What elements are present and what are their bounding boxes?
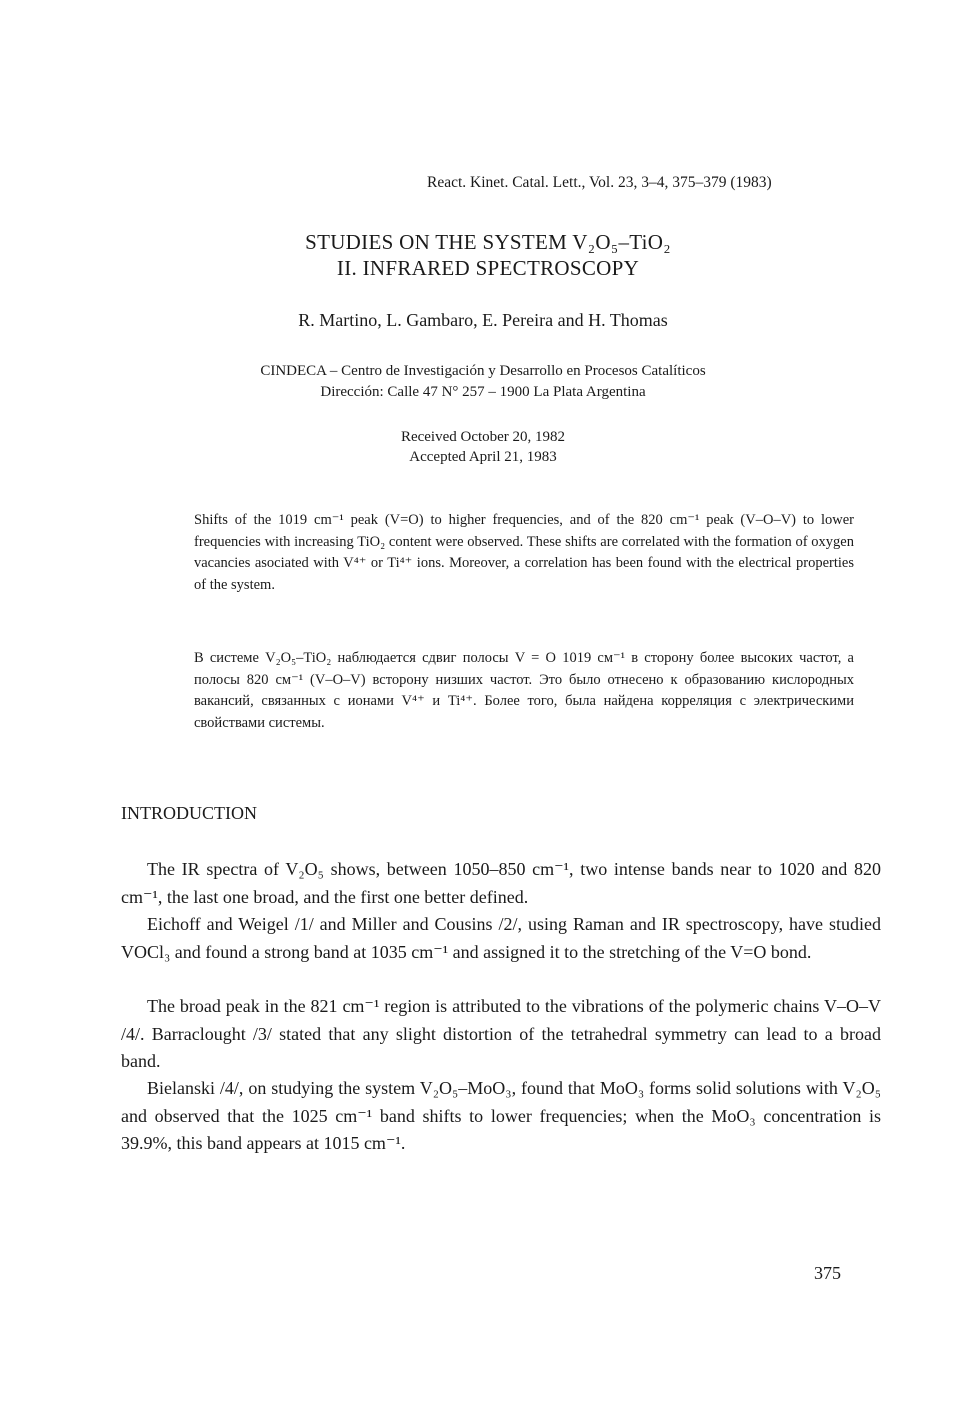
paragraph-text: The IR spectra of V₂O₅ shows, between 1050–850 cm⁻¹, two intense bands near to 1020 and 820 cm⁻¹, the last one broad, and the first one better defined. — [121, 859, 881, 907]
affiliation-line-1: CINDECA – Centro de Investigación y Desarrollo en Procesos Catalíticos — [260, 363, 706, 379]
paragraph-text: The broad peak in the 821 cm⁻¹ region is attributed to the vibrations of the polymeric chains V–O–V /4/. Barraclought /3/ stated that any slight distortion of the tetrahedral symmetry can lead to a broad band. — [121, 996, 881, 1071]
abstract-russian: В системе V₂O₅–TiO₂ наблюдается сдвиг полосы V = O 1019 см⁻¹ в сторону более высоких частот, а полосы 820 см⁻¹ (V–O–V) всторону низших частот. Это было отнесено к образованию кислородных вакансий, связанных с ионами V⁴⁺ и Ti⁴⁺. Более того, была найдена корреляция с электрическими свойствами системы. — [194, 650, 854, 731]
received-date: Received October 20, 1982 — [400, 429, 566, 445]
paragraph-text: Bielanski /4/, on studying the system V₂O₅–MoO₃, found that MoO₃ forms solid solutions with V₂O₅ and observed that the 1025 cm⁻¹ band shifts to lower frequencies; when the MoO₃ concentration is 39.9%, this band appears at 1015 cm⁻¹. — [121, 1078, 881, 1153]
body-paragraph-2 — [121, 911, 881, 966]
abstract-english: Shifts of the 1019 cm⁻¹ peak (V=O) to higher frequencies, and of the 820 cm⁻¹ peak (V–O–V) to lower frequencies with increasing TiO₂ content were observed. These shifts are correlated with the formation of oxygen vacancies asociated with V⁴⁺ or Ti⁴⁺ ions. Moreover, a correlation has been found with the electrical properties of the system. — [194, 512, 854, 593]
body-paragraph-3 — [121, 993, 881, 1076]
accepted-date: Accepted April 21, 1983 — [409, 449, 557, 465]
paragraph-text: Eichoff and Weigel /1/ and Miller and Cousins /2/, using Raman and IR spectroscopy, have studied VOCl₃ and found a strong band at 1035 cm⁻¹ and assigned it to the stretching of the V=O bond. — [121, 914, 881, 962]
title-line-1: STUDIES ON THE SYSTEM V₂O₅–TiO₂ — [305, 230, 671, 254]
body-paragraph-4 — [121, 1075, 881, 1158]
body-paragraph-1 — [121, 856, 881, 911]
section-heading-introduction: INTRODUCTION — [121, 803, 257, 823]
authors: R. Martino, L. Gambaro, E. Pereira and H. Thomas — [298, 310, 668, 330]
affiliation-line-2: Dirección: Calle 47 N° 257 – 1900 La Plata Argentina — [320, 384, 646, 400]
journal-reference: React. Kinet. Catal. Lett., Vol. 23, 3–4, 375–379 (1983) — [427, 174, 772, 191]
page-number: 375 — [814, 1263, 841, 1283]
title-line-2: II. INFRARED SPECTROSCOPY — [336, 256, 640, 280]
